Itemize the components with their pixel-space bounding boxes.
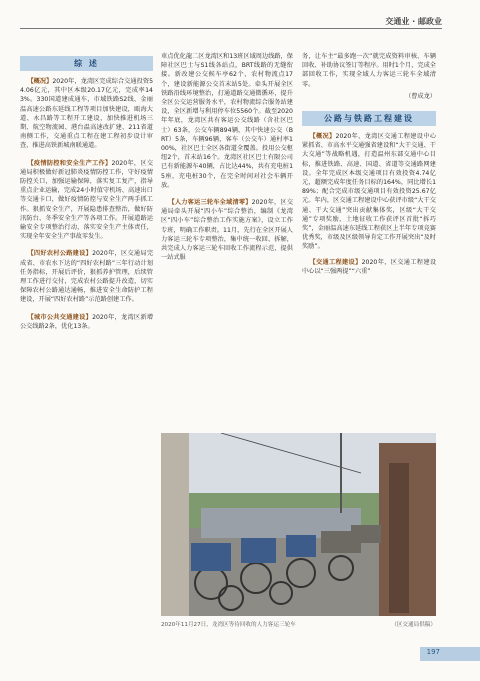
author-signature: （曹成龙） [405,92,436,100]
tricycle-photo-drawing [161,433,436,616]
tricycle-photo [161,433,436,616]
para-public-transport: 【 城市公共交通建设 】 2020年，龙湾区新增公交线路2条，优化13条。 [20,313,153,331]
para-tricycle: 【 人力客运三轮车全域清零 】 2020年，区交通局牵头开展“四小车”综合整治，编制《龙湾区“四小车”综合整治工作实施方案》，设立工作专班，明确工作职责。11月，先行在全区开展人力客运三轮车专项整治，集中统一收回、拆解，共完成人力客运三轮车回收工作流程示范，提供一站式服 [161,198,293,262]
para-bus-continued: 車点优化龍二区龙湾区和13班区域周边线路，保障社区巴士与S1线各站点，BRT线路的无缝衔接。新改建公交候车亭62个，农村物流点17个，建设新能源公交首末站5处。牵头开展全区铁路沿线环境整治，打通道路交通微循环，提升全区公交运营服务水平，农村物流综合服务站建设，全区新增与利用停车位5560个。截至2020年年底，龙湾区共有客运公交线路（含社区巴士）63条，公交车辆894辆，其中快速公交（BRT）5条，车辆96辆，客车（公交车）通村率100%，社区巴士全区各街道全覆盖。投用公交枢纽2个，首末站16个。龙湾区社区巴士有限公司已有新能源车40辆，占比达44%，共有充电桩15座，充电桩30个，在完全时间对社会车辆开放。 [161,53,293,189]
subhead-overview: 【 概况 】 [27,78,52,85]
para-epidemic: 【 疫情防控和安全生产工作 】 2020年，区交通局积极做好新冠肺炎疫情防控工作，守好疫情防控关口，加强运输保障，落实复工复产，指导重点企业运输，完成24小时值守机场、高速出口等交通卡口，做好疫情防控与安全生产两手抓工作。狠抓安全生产，开展隐患排查整治，做好防汛防台、冬季安全生产等各项工作。开展道路运输安全专项整治行动，落实安全生产主体责任，实现全年安全生产事故零发生。 [20,159,153,242]
subhead-highway-overview: 【 概况 】 [309,133,335,140]
para-engineering: 【 交通工程建设 】 2020年，区交通工程建设中心以“三强两提”“六重” [302,258,436,276]
para-overview: 【 概况 】 2020年，龙湾区完成综合交通投资54.06亿元，其中区本级20.17亿元，完成率143%。330国道建成通车，市域铁路S2线、金丽温高速公路东延线工程等项目加快建设，瓯海大道、永昌路等工程开工建设，加快推进机场三期、航空物流园、港台温高速改扩建、211省道南侧工作，交通重点工程在建工程初步设计审查，推进高铁新城南联通道。 [20,77,153,151]
para-tricycle-continued: 务，让车主“最多跑一次”就完成资料审核、车辆回收、补助协议签订等程序。用时1个月，完成全部回收工作，实现全域人力客运三轮车全域清零。 [302,53,436,88]
para-rural-roads: 【 四好农村公路建设 】 2020年，区交通局完成省、市农水下达的“四好农村路”三年行动计划任务指标，开展后评价，狠抓养护管理，后续管理工作进行交付，完成农村公路提升改造，切实保障农村公路通达通畅，推进安全生命防护工程建设，开展“四好农村路”示范路创建工作。 [20,249,153,304]
section-band-overview: 综 述 [20,56,153,71]
subhead-tricycle: 【 人力客运三轮车全域清零 】 [168,199,251,206]
subhead-epidemic: 【 疫情防控和安全生产工作 】 [27,160,111,167]
subhead-rural-roads: 【 四好农村公路建设 】 [27,250,92,257]
subhead-engineering: 【 交通工程建设 】 [309,259,361,266]
para-highway-overview: 【 概况 】 2020年，龙湾区交通工程建设中心紧抓省、市高水平交通强省建设和“大干交通、干大交通”等战略机遇，打造温州东部交通中心目标，推进铁路、高速、国道、省道等交通路网建设。全年完成区本级交通项目有效投资4.74亿元，超额完成年度任务目标的164%，同比增长189%；配合完成市级交通项目有效投资25.67亿元。年内，区交通工程建设中心获评市级“大干交通、干大交通”突出贡献集体奖，区级“大干交通”专项奖励，土地征收工作获评区首批“拆巧奖”，金丽温高速东延线工程获区上半年专项竞赛优秀奖，市级及区级领导肯定工作开展突出“及时奖励”。 [302,132,436,252]
section-band-highway: 公路与铁路工程建设 [302,111,436,126]
column-3 [302,52,436,276]
header-rule [20,28,442,29]
photo-caption [161,620,436,628]
running-header: 交通业 · 邮政业 [385,17,442,26]
subhead-public-transport: 【 城市公共交通建设 】 [27,314,92,321]
page-number: 197 [426,648,440,656]
caption-text: 2020年11月27日，龙湾区等待回收的人力客运三轮车 [161,622,296,628]
caption-credit: （区交通局供稿） [391,622,436,628]
column-2 [161,52,293,262]
column-1 [20,52,153,331]
